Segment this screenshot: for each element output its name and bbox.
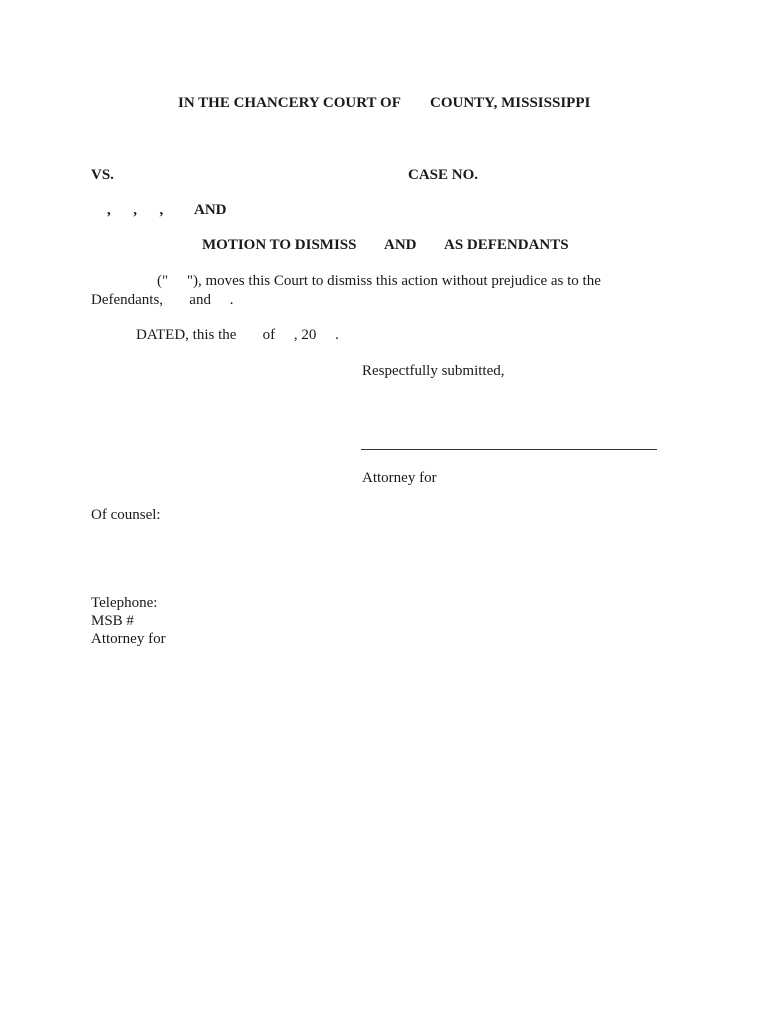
- motion-title-part3: AS DEFENDANTS: [444, 237, 569, 253]
- court-heading-left: IN THE CHANCERY COURT OF: [178, 95, 401, 111]
- telephone-label: Telephone:: [91, 595, 158, 611]
- respectfully-submitted: Respectfully submitted,: [362, 363, 505, 379]
- body-line-1: (" "), moves this Court to dismiss this action without prejudice as to the: [157, 273, 601, 289]
- versus-label: VS.: [91, 167, 114, 183]
- attorney-for-counsel: Attorney for: [91, 631, 166, 647]
- case-number-label: CASE NO.: [408, 167, 479, 183]
- of-counsel-label: Of counsel:: [91, 507, 161, 523]
- party-and: AND: [194, 202, 227, 218]
- attorney-for-signature: Attorney for: [362, 470, 437, 486]
- signature-line: [361, 449, 657, 450]
- dated-line: DATED, this the of , 20 .: [136, 327, 339, 343]
- party-commas: , , ,: [107, 202, 164, 218]
- motion-title-part2: AND: [384, 237, 417, 253]
- msb-label: MSB #: [91, 613, 134, 629]
- court-heading-right: COUNTY, MISSISSIPPI: [430, 95, 591, 111]
- body-line-2: Defendants, and .: [91, 292, 234, 308]
- motion-title-part1: MOTION TO DISMISS: [202, 237, 357, 253]
